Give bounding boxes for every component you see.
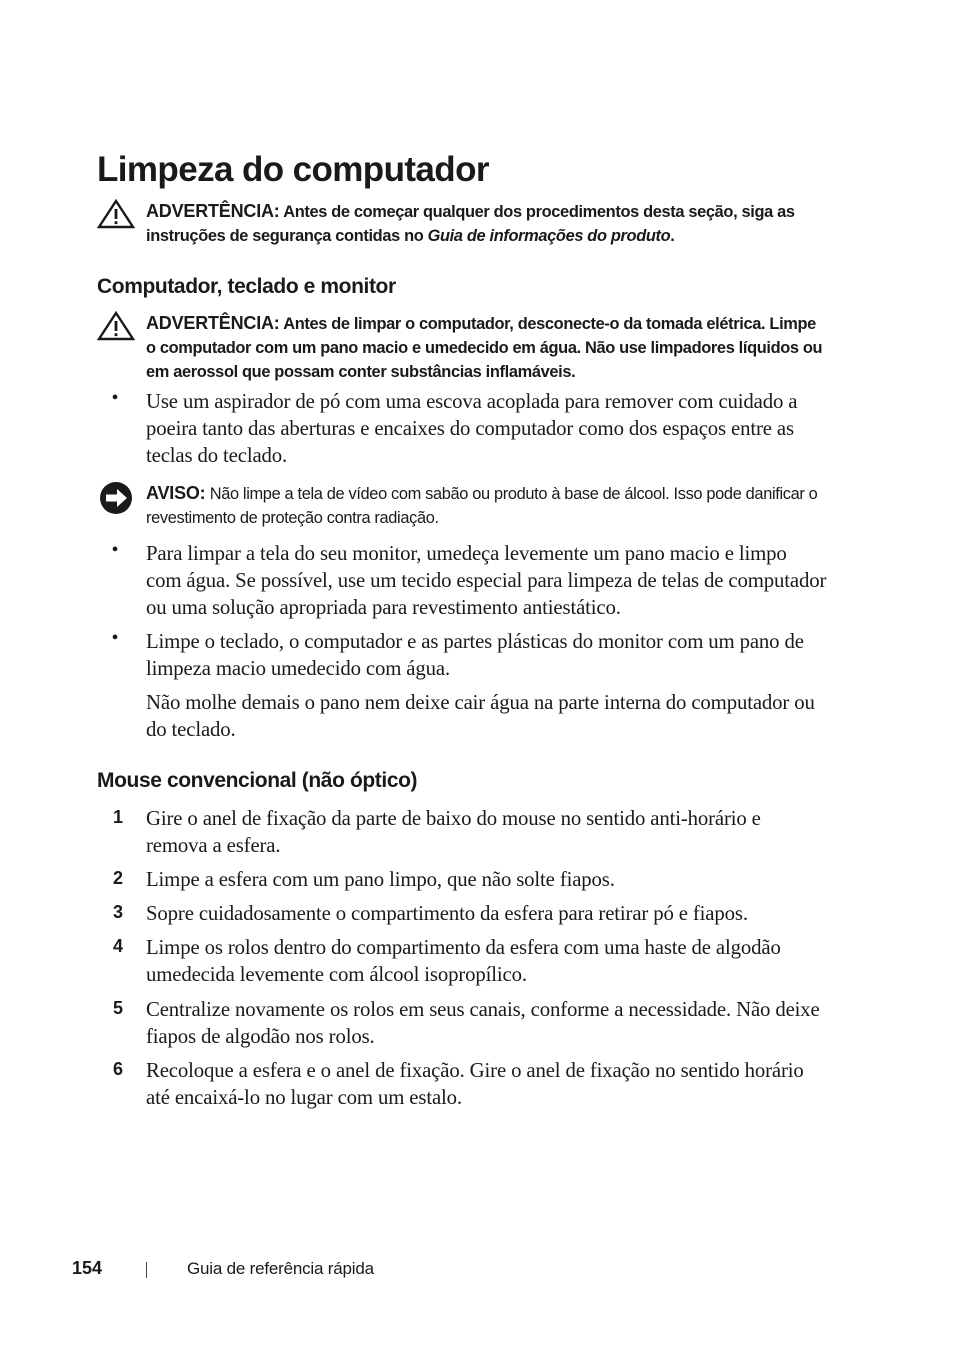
footer-divider xyxy=(146,1262,147,1278)
warning-triangle-icon xyxy=(97,311,135,341)
warning-general-text xyxy=(146,199,827,248)
step-text: Centralize novamente os rolos em seus canais, conforme a necessidade. Não deixe fiapos de algodão nos rolos. xyxy=(146,998,820,1048)
step-item xyxy=(97,996,827,1050)
step-item xyxy=(97,934,827,988)
warning-label: ADVERTÊNCIA: xyxy=(146,201,280,221)
step-item xyxy=(97,900,827,927)
product-guide-reference: Guia de informações do produto xyxy=(427,227,671,245)
list-item xyxy=(97,628,827,682)
step-item xyxy=(97,1057,827,1111)
paragraph-text: Não molhe demais o pano nem deixe cair água na parte interna do computador ou do teclado. xyxy=(146,691,815,741)
page-title: Limpeza do computador xyxy=(97,150,489,189)
list-item xyxy=(97,540,827,621)
footer-title: Guia de referência rápida xyxy=(187,1259,374,1278)
bullet-marker: • xyxy=(111,387,119,409)
step-text: Sopre cuidadosamente o compartimento da esfera para retirar pó e fiapos. xyxy=(146,902,748,925)
step-text: Limpe a esfera com um pano limpo, que não solte fiapos. xyxy=(146,868,615,891)
list-item xyxy=(97,388,827,469)
step-number: 1 xyxy=(112,807,123,827)
step-text: Recoloque a esfera e o anel de fixação. Gire o anel de fixação no sentido horário até encaixá-lo no lugar com um estalo. xyxy=(146,1059,804,1109)
notice-label: AVISO: xyxy=(146,483,206,503)
step-item xyxy=(97,805,827,859)
warning-text: Antes de começar qualquer dos procedimentos desta seção, siga as instruções de segurança contidas no xyxy=(146,203,795,245)
warning-cleaning-text xyxy=(146,311,827,384)
step-number: 3 xyxy=(112,902,123,922)
step-item xyxy=(97,866,827,893)
step-number: 5 xyxy=(112,998,123,1018)
list-item-text: Use um aspirador de pó com uma escova acoplada para remover com cuidado a poeira tanto das aberturas e encaixes do computador como dos espaços entre as teclas do teclado. xyxy=(146,390,798,467)
notice-text: Não limpe a tela de vídeo com sabão ou produto à base de álcool. Isso pode danificar o revestimento de proteção contra radiação. xyxy=(146,485,818,527)
notice-screen xyxy=(97,481,827,530)
notice-arrow-icon xyxy=(99,481,133,515)
step-number: 4 xyxy=(112,936,123,956)
warning-triangle-icon xyxy=(97,199,135,229)
page-number: 154 xyxy=(72,1258,103,1278)
section-heading-mouse: Mouse convencional (não óptico) xyxy=(97,769,418,792)
step-text: Limpe os rolos dentro do compartimento da esfera com uma haste de algodão umedecida levemente com álcool isopropílico. xyxy=(146,936,781,986)
step-text: Gire o anel de fixação da parte de baixo do mouse no sentido anti-horário e remova a esfera. xyxy=(146,807,761,857)
warning-general xyxy=(97,199,827,248)
notice-screen-text xyxy=(146,481,827,530)
bullet-marker: • xyxy=(111,539,119,561)
warning-text: Antes de limpar o computador, desconecte-o da tomada elétrica. Limpe o computador com um pano macio e umedecido em água. Não use limpadores líquidos ou em aerossol que possam conter substâncias inflamáveis. xyxy=(146,315,823,381)
step-number: 6 xyxy=(112,1059,123,1079)
warning-text-end: . xyxy=(670,227,675,245)
section-heading-computer: Computador, teclado e monitor xyxy=(97,275,396,298)
paragraph xyxy=(97,689,827,743)
list-item-text: Limpe o teclado, o computador e as partes plásticas do monitor com um pano de limpeza macio umedecido com água. xyxy=(146,630,804,680)
bullet-marker: • xyxy=(111,627,119,649)
list-item-text: Para limpar a tela do seu monitor, umedeça levemente um pano macio e limpo com água. Se possível, use um tecido especial para limpeza de telas de computador ou uma solução apropriada para revestimento antiestático. xyxy=(146,542,827,619)
step-number: 2 xyxy=(112,868,123,888)
warning-cleaning xyxy=(97,311,827,384)
warning-label: ADVERTÊNCIA: xyxy=(146,313,280,333)
